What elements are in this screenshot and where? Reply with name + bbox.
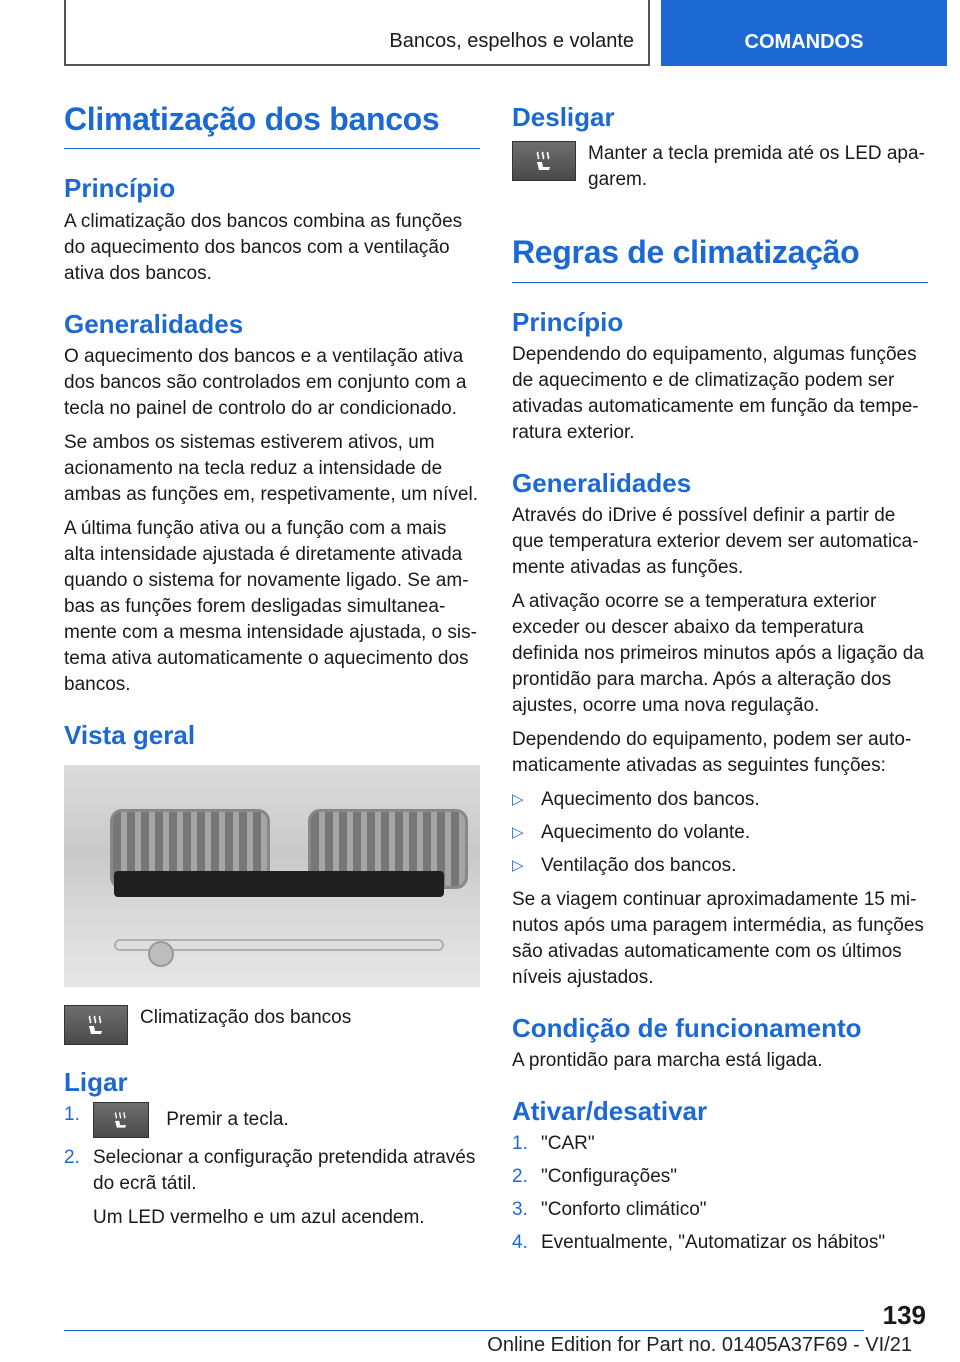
text-principio: A climatização dos bancos combina as funções do aquecimento dos bancos com a ventilação ativa dos bancos. <box>64 210 463 284</box>
heading-condicao: Condição de funcionamento <box>512 1012 862 1043</box>
text-generalidades-regras-3: Dependendo do equipamento, podem ser automaticamente ativadas as seguintes funções: <box>512 728 912 776</box>
footer-edition: Online Edition for Part no. 01405A37F69 - VI/21 <box>487 1334 912 1356</box>
text-principio-regras: Dependendo do equipamento, algumas funções de aquecimento e de climatização podem ser ativadas automaticamente em função da temperatura exterior. <box>512 343 919 443</box>
ligar-steps <box>64 1102 480 1231</box>
header-box <box>64 0 650 66</box>
step-number: 2. <box>64 1147 80 1169</box>
header-section-title: Bancos, espelhos e volante <box>389 30 634 52</box>
bullet-triangle-icon: ▷ <box>512 823 524 841</box>
header-chapter-label: COMANDOS <box>744 31 864 53</box>
heading-ativar: Ativar/desativar <box>512 1096 708 1127</box>
header-chapter-tab <box>661 0 947 66</box>
ligar-step <box>64 1102 480 1138</box>
text-generalidades-3: A última função ativa ou a função com a mais alta intensidade ajustada é diretamente ativada quando o sistema for novamente ligado. Se ambas as funções forem desligadas simultaneamente com a mesma intensidade ajustada, o sistema ativa automaticamente o aquecimento dos bancos. <box>64 517 477 695</box>
desligar-line <box>512 141 928 193</box>
text-generalidades-regras-1: Através do iDrive é possível definir a partir de que temperatura exterior devem ser automaticamente ativadas as funções. <box>512 504 919 578</box>
text-condicao: A prontidão para marcha está ligada. <box>512 1050 823 1072</box>
step-text: Selecionar a configuração pretendida através do ecrã tátil. <box>93 1147 476 1195</box>
seat-climate-icon <box>512 141 576 181</box>
footer-rule <box>64 1330 864 1331</box>
heading-principio: Princípio <box>64 173 176 204</box>
heading-generalidades-regras: Generalidades <box>512 467 692 498</box>
ativar-step: 1. "CAR" <box>512 1133 595 1155</box>
bullet-triangle-icon: ▷ <box>512 790 524 808</box>
list-item: ▷ Aquecimento do volante. <box>512 820 928 846</box>
icon-caption: Climatização dos bancos <box>140 1006 352 1028</box>
ativar-steps <box>512 1131 928 1256</box>
text-generalidades-regras-2: A ativação ocorre se a temperatura exterior exceder ou descer abaixo da temperatura definida nos primeiros minutos após a ligação da prontidão para marcha. Após a alteração dos ajustes, ocorre uma nova regulação. <box>512 590 924 716</box>
list-item: ▷ Aquecimento dos bancos. <box>512 787 928 813</box>
seat-climate-icon <box>64 1005 128 1045</box>
step-text: Premir a tecla. <box>166 1109 289 1131</box>
heading-desligar: Desligar <box>512 102 615 132</box>
overview-photo <box>64 765 480 987</box>
ativar-step: 3. "Conforto climático" <box>512 1199 707 1221</box>
page-number: 139 <box>882 1300 926 1330</box>
ativar-step: 2. "Configurações" <box>512 1166 678 1188</box>
left-column <box>64 100 480 1238</box>
climate-control-panel <box>114 871 444 897</box>
volume-knob <box>148 941 174 967</box>
step-number: 1. <box>64 1104 80 1126</box>
text-generalidades-regras-4: Se a viagem continuar aproximadamente 15 minutos após uma paragem intermédia, as funções são ativadas automaticamente com os últimos níveis ajustados. <box>512 888 924 988</box>
text-generalidades-2: Se ambos os sistemas estiverem ativos, um acionamento na tecla reduz a intensidade de ambas as funções em, respetivamente, um nível. <box>64 431 478 505</box>
auto-functions-list <box>512 787 928 879</box>
list-item: ▷ Ventilação dos bancos. <box>512 853 928 879</box>
page-title-climatizacao: Climatização dos bancos <box>64 100 480 149</box>
overview-icon-line <box>64 1005 480 1045</box>
ligar-step <box>64 1145 480 1231</box>
step-subtext: Um LED vermelho e um azul acendem. <box>93 1207 425 1229</box>
heading-vista-geral: Vista geral <box>64 719 196 750</box>
right-column <box>512 100 928 1263</box>
desligar-text: Manter a tecla premida até os LED apagarem. <box>588 143 925 191</box>
bullet-triangle-icon: ▷ <box>512 856 524 874</box>
ativar-step: 4. Eventualmente, "Automatizar os hábitos" <box>512 1232 886 1254</box>
heading-principio-regras: Princípio <box>512 306 624 337</box>
heading-ligar: Ligar <box>64 1066 128 1097</box>
page-title-regras: Regras de climatização <box>512 233 928 282</box>
seat-climate-icon <box>93 1102 149 1138</box>
text-generalidades-1: O aquecimento dos bancos e a ventilação ativa dos bancos são controlados em conjunto com a tecla no painel de controlo do ar condicionado. <box>64 345 467 419</box>
heading-generalidades: Generalidades <box>64 308 244 339</box>
